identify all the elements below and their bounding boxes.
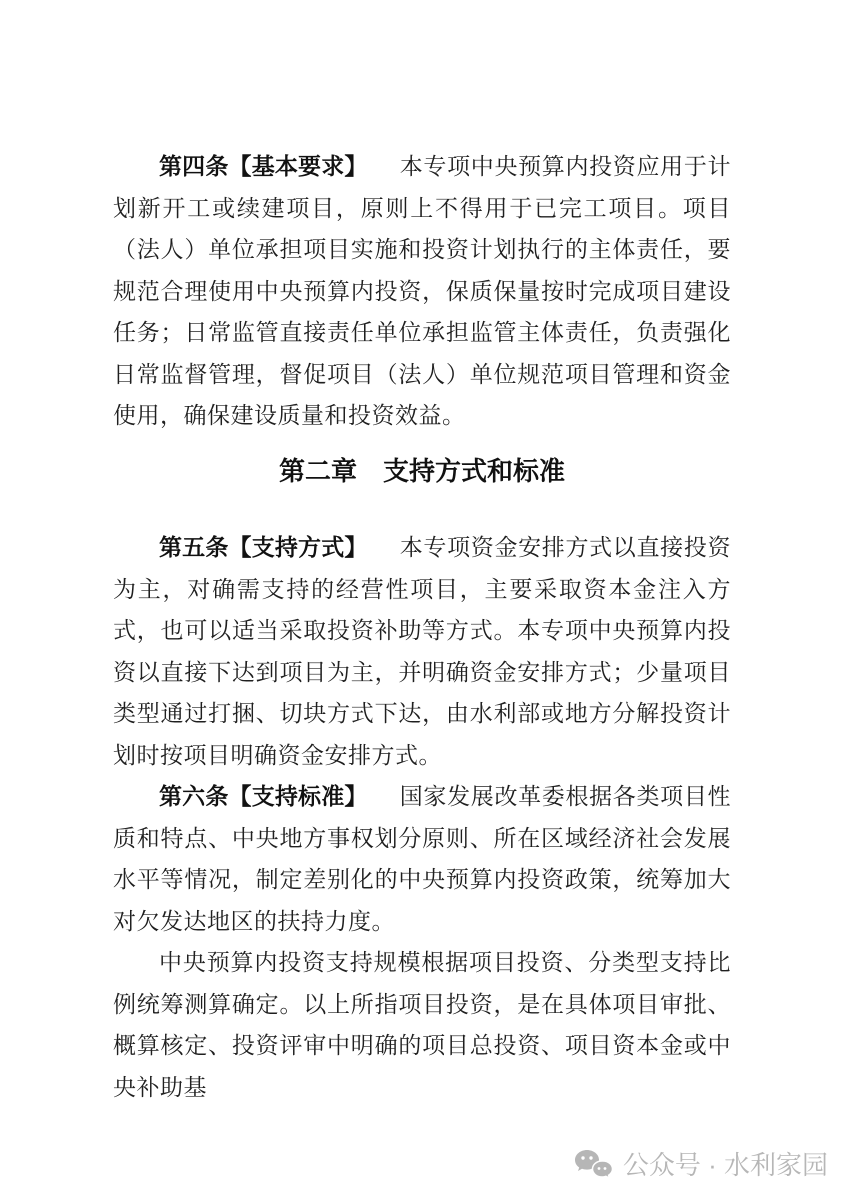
article-6-text: 国家发展改革委根据各类项目性质和特点、中央地方事权划分原则、所在区域经济社会发展水平等情况，制定差别化的中央预算内投资政策，统筹加大对欠发达地区的扶持力度。 (113, 784, 732, 934)
article-4-text: 本专项中央预算内投资应用于计划新开工或续建项目，原则上不得用于已完工项目。项目（法人）单位承担项目实施和投资计划执行的主体责任，要规范合理使用中央预算内投资，保质保量按时完成项目建设任务；日常监管直接责任单位承担监管主体责任，负责强化日常监督管理，督促项目（法人）单位规范项目管理和资金使用，确保建设质量和投资效益。 (113, 154, 732, 428)
watermark (573, 1148, 828, 1182)
article-5-text: 本专项资金安排方式以直接投资为主，对确需支持的经营性项目，主要采取资本金注入方式，也可以适当采取投资补助等方式。本专项中央预算内投资以直接下达到项目为主，并明确资金安排方式；少量项目类型通过打捆、切块方式下达，由水利部或地方分解投资计划时按项目明确资金安排方式。 (113, 535, 732, 768)
article-5-lead: 第五条【支持方式】 (159, 534, 368, 560)
paragraph-article-5 (113, 527, 731, 776)
document-content (113, 146, 731, 1108)
chapter-2-heading: 第二章 支持方式和标准 (278, 455, 565, 486)
paragraph-article-6 (113, 776, 731, 942)
article-6-lead: 第六条【支持标准】 (159, 783, 368, 809)
paragraph-article-4 (113, 146, 731, 437)
watermark-label: 公众号 · 水利家园 (622, 1150, 828, 1180)
wechat-icon (573, 1148, 613, 1182)
plain-paragraph-text: 中央预算内投资支持规模根据项目投资、分类型支持比例统筹测算确定。以上所指项目投资，是在具体项目审批、概算核定、投资评审中明确的项目总投资、项目资本金或中央补助基 (113, 950, 731, 1100)
article-4-lead: 第四条【基本要求】 (159, 153, 368, 179)
paragraph-plain (113, 942, 731, 1108)
